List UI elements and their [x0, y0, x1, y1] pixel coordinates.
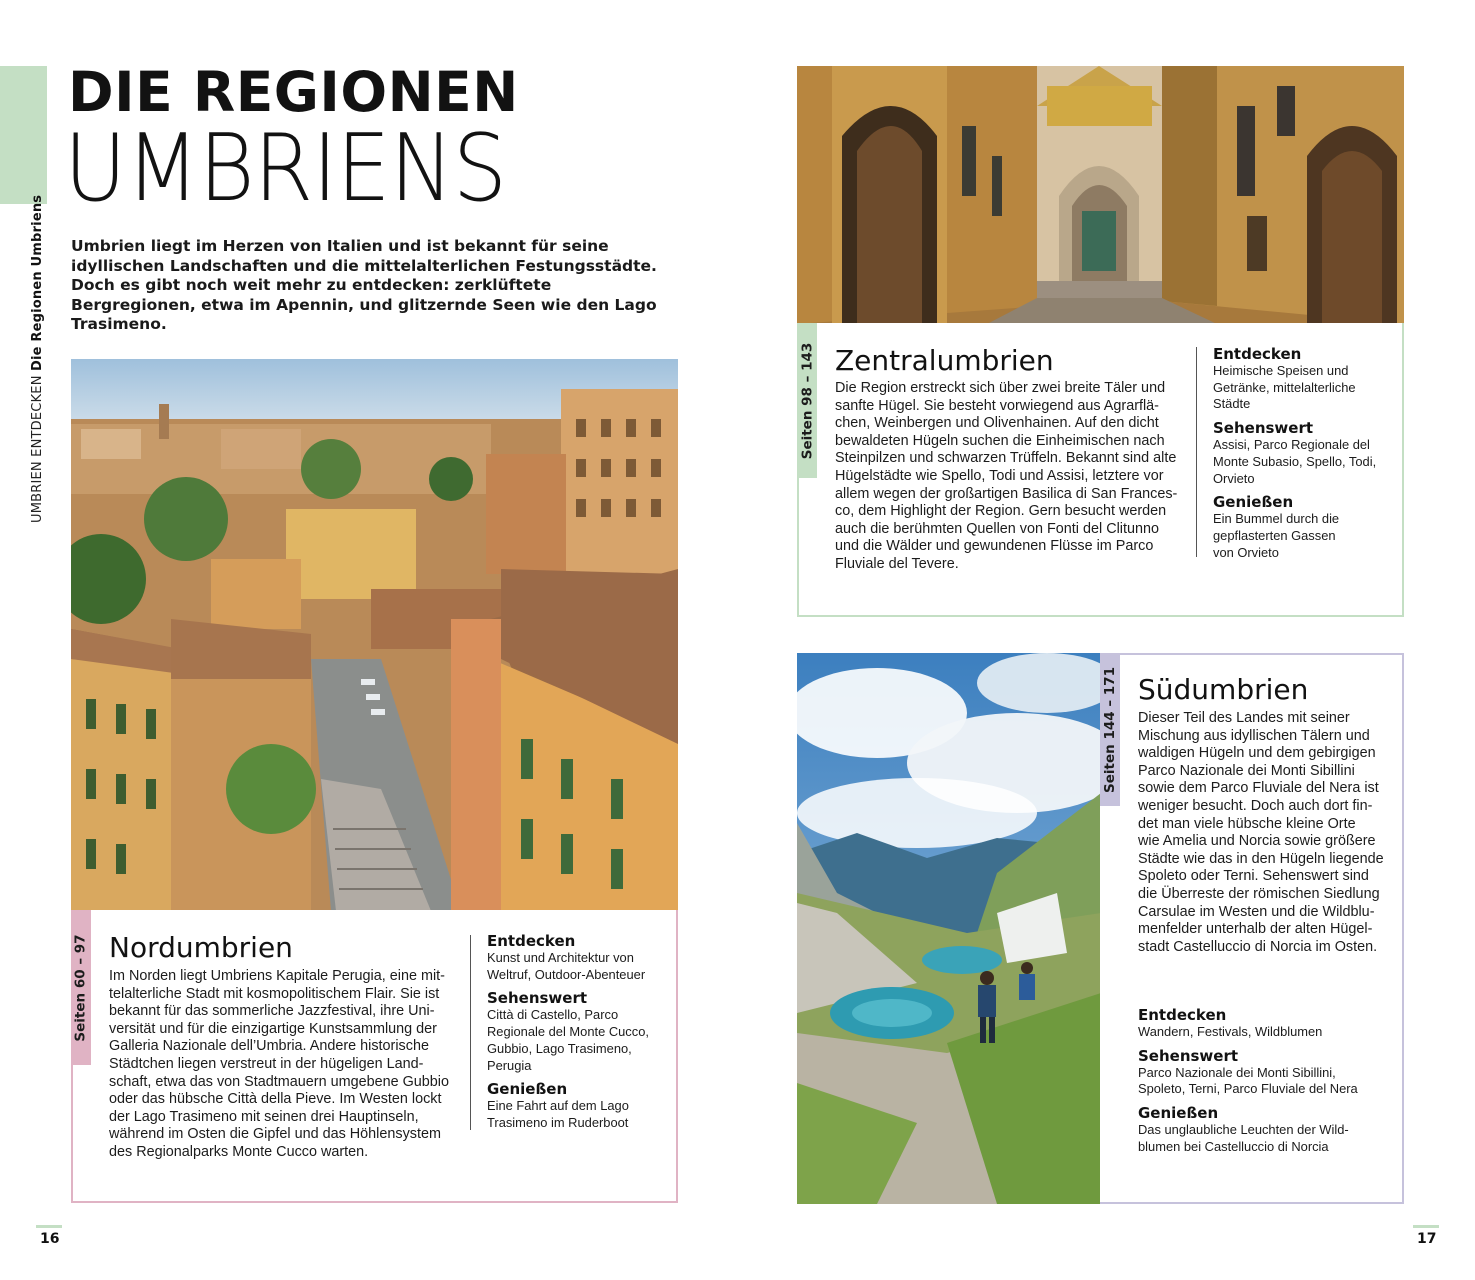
highlights-nord	[487, 932, 672, 1132]
running-header-section: UMBRIEN ENTDECKEN	[30, 375, 45, 523]
entdecken-text: Wandern, Festivals, Wildblumen	[1138, 1024, 1323, 1039]
page-range-tab-zentral	[797, 323, 817, 478]
page-number-rule	[1413, 1225, 1439, 1228]
sehenswert-heading: Sehenswert	[1138, 1046, 1239, 1065]
region-text-zentral: Die Region erstreckt sich über zwei breite Täler und sanfte Hügel. Sie besteht vorwiegend aus Agrarflä- chen, Weinbergen und Olivenhainen. Auf den dicht bewaldeten Hügeln suchen die Einheimischen nach Steinpilzen und schwarzen Trüffeln. Bekannt sind alte Hügelstädte wie Spello, Todi und Assisi, letztere vor allem wegen der großartigen Basilica di San Frances- co, dem Highlight der Region. Gern besucht werden auch die berühmten Quellen von Fonti del Clitunno und die Wälder und gewundenen Flüsse im Parco Fluviale del Tevere.	[835, 380, 1178, 572]
orvieto-photo	[797, 66, 1404, 324]
page-range-tab-sued	[1100, 653, 1120, 806]
section-color-tab	[0, 66, 47, 204]
geniessen-heading: Genießen	[1138, 1104, 1219, 1123]
geniessen-text: Ein Bummel durch die gepflasterten Gassen von Orvieto	[1213, 511, 1340, 560]
page-title-line-2: UMBRIENS	[64, 114, 507, 222]
page-range-tab-nord	[71, 910, 91, 1065]
sehenswert-text: Assisi, Parco Regionale del Monte Subasio, Spello, Todi, Orvieto	[1213, 437, 1377, 486]
geniessen-text: Eine Fahrt auf dem Lago Trasimeno im Ruderboot	[487, 1098, 629, 1130]
highlights-sued	[1138, 1006, 1398, 1156]
region-text-sued: Dieser Teil des Landes mit seiner Mischung aus idyllischen Tälern und waldigen Hügeln und dem gebirgigen Parco Nazionale dei Monti Sibillini sowie dem Parco Fluviale del Nera ist weniger besucht. Doch auch dort fin- det man viele hübsche kleine Orte wie Amelia und Norcia sowie größere Städte wie das in den Hügeln liegende Spoleto oder Terni. Sehenswert sind die Überreste der römischen Siedlung Carsulae im Westen und die Wildblu- menfelder unterhalb der alten Hügel- stadt Castelluccio di Norcia im Osten.	[1138, 710, 1384, 955]
entdecken-text: Kunst und Architektur von Weltruf, Outdoor-Abenteuer	[487, 950, 646, 982]
entdecken-text: Heimische Speisen und Getränke, mittelalterliche Städte	[1213, 363, 1356, 412]
column-divider	[1196, 347, 1197, 557]
entdecken-heading: Entdecken	[487, 932, 576, 950]
page-range-label: Seiten 98 – 143	[799, 342, 816, 459]
region-title-zentral: Zentralumbrien	[835, 344, 1054, 377]
entdecken-heading: Entdecken	[1213, 345, 1302, 363]
geniessen-heading: Genießen	[487, 1080, 568, 1099]
entdecken-heading: Entdecken	[1138, 1006, 1227, 1024]
geniessen-text: Das unglaubliche Leuchten der Wild- blumen bei Castelluccio di Norcia	[1138, 1122, 1349, 1154]
region-title-sued: Südumbrien	[1138, 673, 1309, 706]
sehenswert-text: Città di Castello, Parco Regionale del Monte Cucco, Gubbio, Lago Trasimeno, Perugia	[487, 1007, 649, 1073]
region-title-nord: Nordumbrien	[109, 931, 293, 964]
column-divider	[470, 935, 471, 1130]
region-text-nord: Im Norden liegt Umbriens Kapitale Perugia, eine mit- telalterliche Stadt mit kosmopolitischem Flair. Sie ist bekannt für das sommerliche Jazzfestival, ihre Uni- versität und für die einzigartige Kunstsammlung der Galleria Nazionale dell’Umbria. Andere historische Städtchen liegen verstreut in der hügeligen Land- schaft, etwa das von Stadtmauern umgebene Gubbio oder das hübsche Città della Pieve. Im Westen lockt der Lago Trasimeno mit seinen drei Hauptinseln, während im Osten die Gipfel und das Höhlensystem des Regionalparks Monte Cucco warten.	[109, 968, 449, 1160]
page-number-rule	[36, 1225, 62, 1228]
page-range-label: Seiten 60 – 97	[73, 933, 89, 1042]
sibillini-photo	[797, 653, 1101, 1204]
sehenswert-heading: Sehenswert	[487, 989, 588, 1008]
running-header	[30, 195, 45, 523]
page-number-right: 17	[1417, 1231, 1437, 1247]
page-number-left: 16	[40, 1231, 60, 1247]
geniessen-heading: Genießen	[1213, 493, 1294, 512]
running-header-chapter: Die Regionen Umbriens	[30, 194, 45, 372]
intro-paragraph: Umbrien liegt im Herzen von Italien und ist bekannt für seine idyllischen Landschaften und die mittelalterlichen Festungsstädte. Doch es gibt noch weit mehr zu entdecken: zerklüftete Bergregionen, etwa im Apennin, und glitzernde Seen wie den Lago Trasimeno.	[71, 237, 657, 334]
sehenswert-text: Parco Nazionale dei Monti Sibillini, Spoleto, Terni, Parco Fluviale del Nera	[1138, 1064, 1358, 1097]
perugia-photo	[71, 359, 678, 911]
page-title-line-1: DIE REGIONEN	[68, 60, 519, 124]
page-range-label: Seiten 144 – 171	[1102, 666, 1118, 793]
sehenswert-heading: Sehenswert	[1213, 419, 1314, 438]
highlights-zentral	[1213, 345, 1398, 561]
